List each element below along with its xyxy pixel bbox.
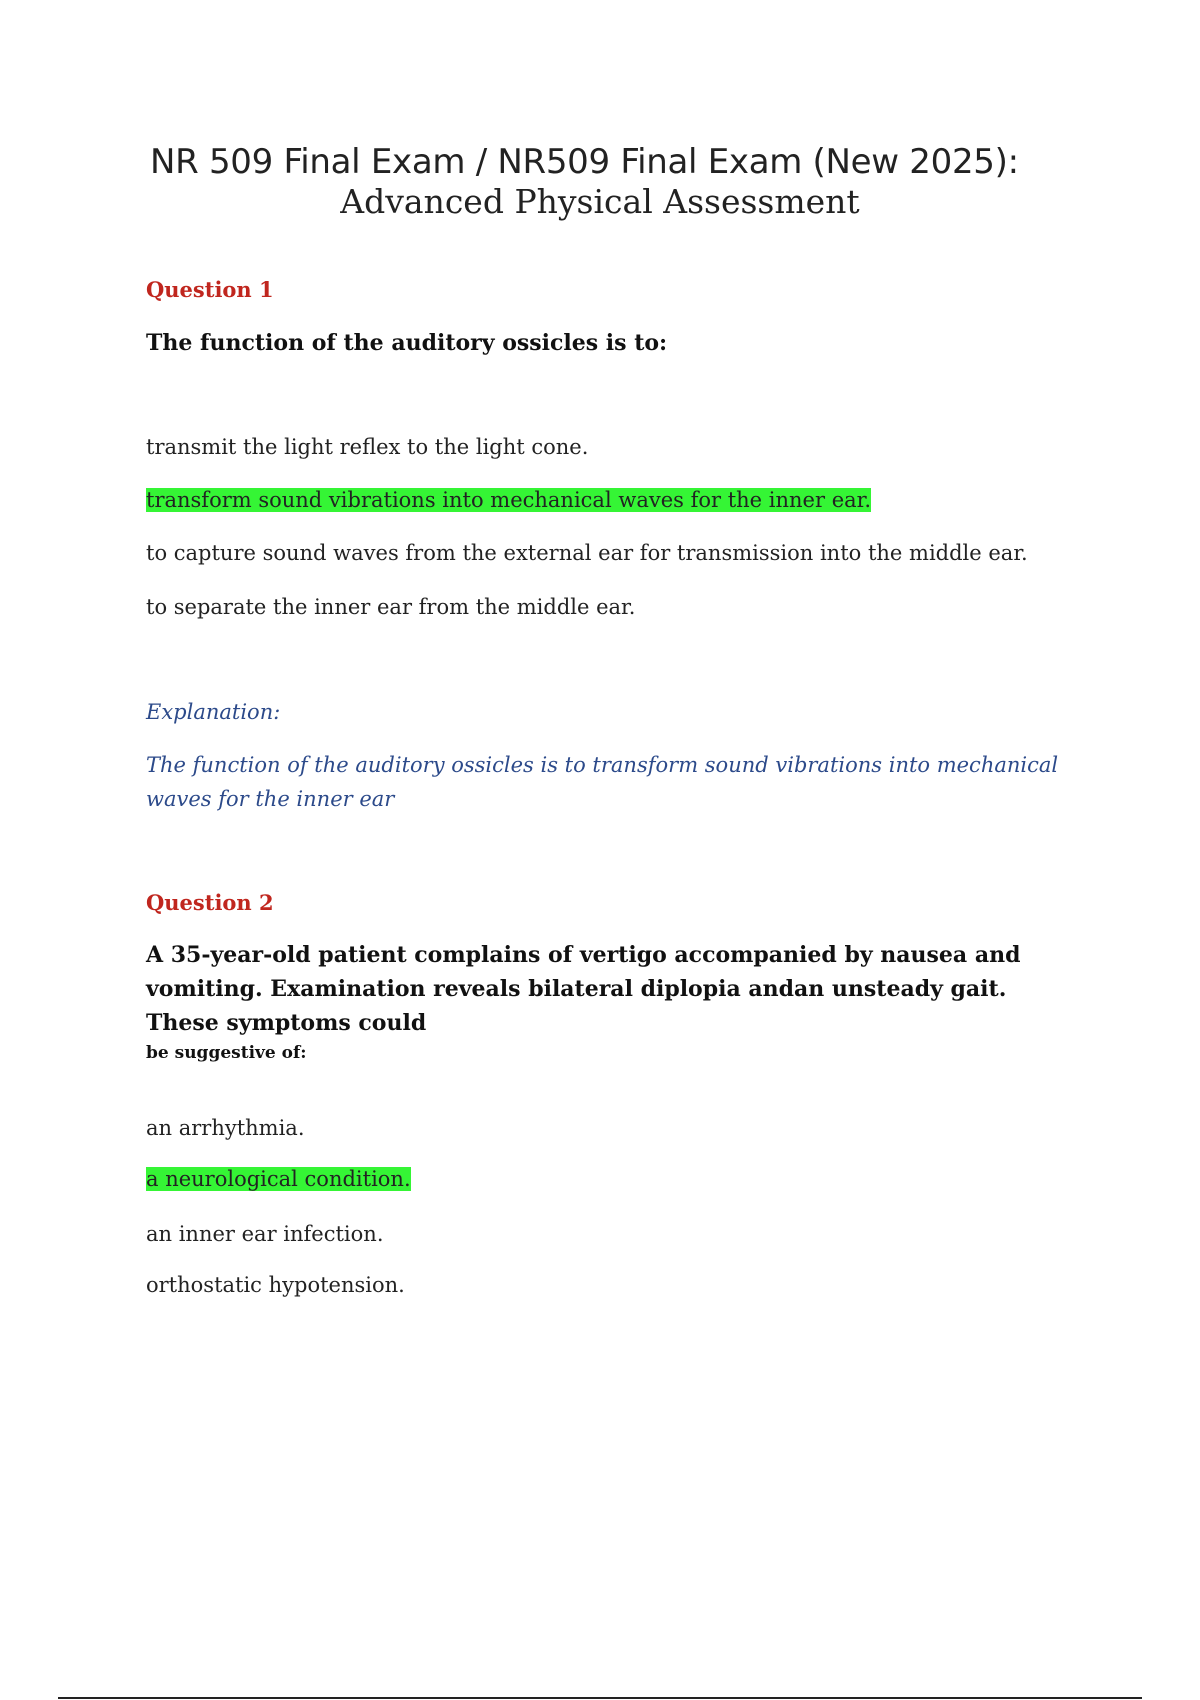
question-2-option-b-correct (146, 1164, 1076, 1194)
question-1-option-b-correct (146, 485, 1076, 515)
question-2-text-continued: be suggestive of: (146, 1043, 307, 1063)
question-2-label-block (146, 889, 1076, 917)
question-2-option-a (146, 1113, 1076, 1143)
question-1-label-block (146, 276, 1076, 304)
option-text: an arrhythmia. (146, 1116, 305, 1140)
question-1-label: Question 1 (146, 277, 274, 302)
explanation-label: Explanation: (146, 700, 281, 724)
question-2-option-c (146, 1219, 1076, 1249)
title-line-2: Advanced Physical Assessment (340, 182, 860, 221)
question-1-option-a (146, 432, 1076, 462)
question-1-text-block (146, 326, 1076, 360)
option-text-highlighted: transform sound vibrations into mechanical waves for the inner ear. (146, 488, 872, 512)
option-text: to separate the inner ear from the middle ear. (146, 595, 636, 619)
option-text-highlighted: a neurological condition. (146, 1167, 411, 1191)
question-1-option-c (146, 538, 1076, 568)
explanation-text: The function of the auditory ossicles is to transform sound vibrations into mechanical waves for the inner ear (146, 753, 1059, 811)
title-line-1: NR 509 Final Exam / NR509 Final Exam (New 2025): (150, 142, 1019, 182)
question-2-text-block (146, 938, 1076, 1066)
question-1-explanation-block (146, 748, 1076, 816)
question-1-text: The function of the auditory ossicles is to: (146, 330, 668, 356)
option-text: transmit the light reflex to the light cone. (146, 435, 589, 459)
option-text: to capture sound waves from the external ear for transmission into the middle ear. (146, 541, 1028, 565)
question-2-label: Question 2 (146, 890, 274, 915)
page-bottom-rule (58, 1697, 1142, 1699)
question-2-text: A 35-year-old patient complains of vertigo accompanied by nausea and vomiting. Examination reveals bilateral diplopia andan unsteady gait. These symptoms could (146, 942, 1021, 1036)
option-text: orthostatic hypotension. (146, 1273, 405, 1297)
option-text: an inner ear infection. (146, 1222, 384, 1246)
question-1-option-d (146, 592, 1076, 622)
question-2-option-d (146, 1270, 1076, 1300)
question-1-explanation-label-block (146, 697, 1076, 727)
